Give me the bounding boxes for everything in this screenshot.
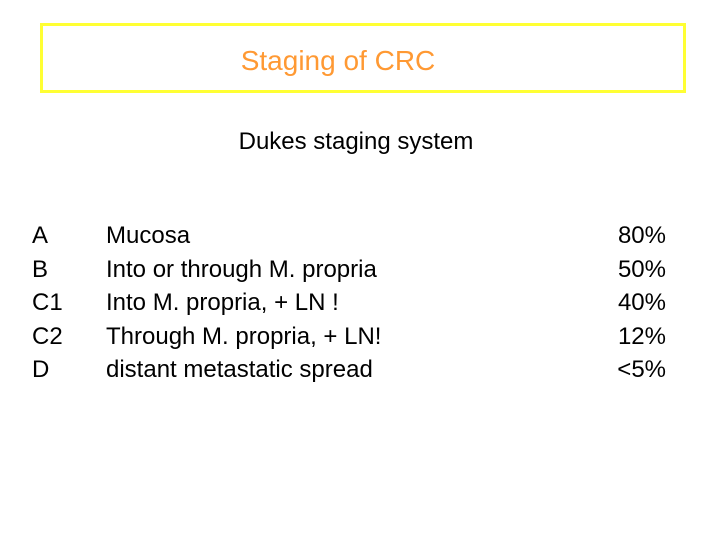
- stage-label: B: [32, 255, 49, 283]
- stage-description: Mucosa: [106, 222, 191, 249]
- stage-description: Through M. propria, + LN!: [106, 322, 382, 350]
- survival-rate: 80%: [617, 222, 666, 249]
- stage-label: A: [32, 222, 49, 249]
- stage-description: distant metastatic spread: [106, 356, 373, 383]
- survival-rate: 40%: [617, 289, 666, 316]
- stage-label: C1: [32, 289, 63, 316]
- survival-column: [560, 219, 666, 387]
- slide-subtitle: Dukes staging system: [238, 128, 474, 155]
- stage-label: C2: [32, 322, 63, 350]
- slide-title: Staging of CRC: [240, 45, 436, 76]
- survival-rate: 12%: [617, 322, 666, 350]
- stage-description: Into M. propria, + LN !: [106, 289, 339, 316]
- survival-rate: 50%: [617, 255, 666, 283]
- stage-label: D: [32, 356, 50, 383]
- description-column: [106, 219, 526, 387]
- stage-column: [32, 219, 92, 387]
- survival-rate: <5%: [617, 356, 666, 383]
- stage-description: Into or through M. propria: [106, 255, 377, 283]
